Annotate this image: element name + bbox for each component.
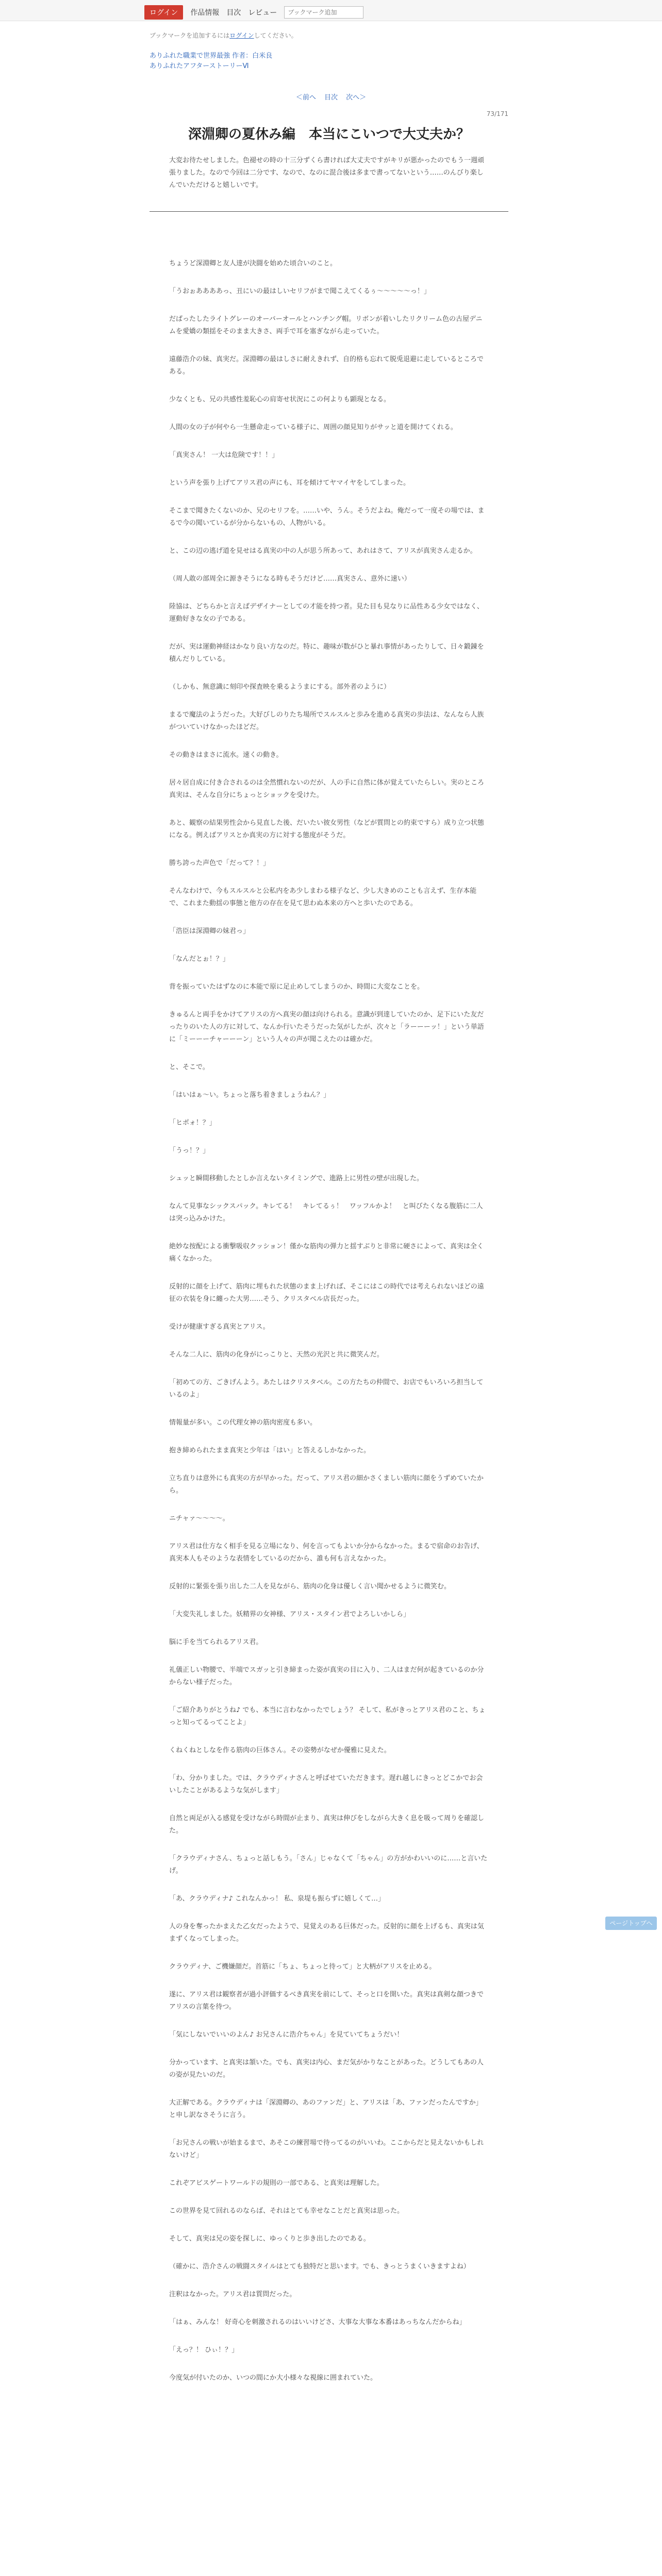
story-paragraph: 情報量が多い。この代理女神の筋肉密度も多い。 (169, 1419, 317, 1427)
story-paragraph: シュッと瞬間移動したとしか言えないタイミングで、進路上に男性の壁が出現した。 (169, 1175, 423, 1182)
story-paragraph: 勝ち誇った声色で「だって？！」 (169, 859, 270, 867)
story-paragraph: （確かに、浩介さんの戦闘スタイルはとても独特だと思います。でも、きっとうまくいきますよね） (169, 2263, 470, 2270)
story-paragraph: 注釈はなかった。アリス君は質問だった。 (169, 2291, 296, 2298)
story-paragraph: そんな二人に、筋肉の化身がにっこりと、天然の光沢と共に微笑んだ。 (169, 1351, 384, 1359)
story-paragraph: 人間の女の子が何やら一生懸命走っている様子に、周囲の顔見知りがサッと道を開けてくれる。 (169, 423, 457, 431)
story-paragraph: 「ヒポォ！？」 (169, 1119, 216, 1127)
story-paragraph: 「クラウディナさん、ちょっと話しもう。「さん」じゃなくて「ちゃん」の方がかわいいのに……と言いたげ。 (169, 1855, 488, 1875)
story-paragraph: 礼儀正しい物腰で、半端でスガッと引き締まった姿が真実の目に入り、二人はまだ何が起きているのか分からない様子だった。 (169, 1666, 484, 1686)
toc-link[interactable]: 目次 (324, 94, 338, 101)
story-paragraph: 「うおぉああああっ、丑にいの最はしいセリフがまで聞こえてくるぅ〜〜〜〜〜っ！」 (169, 287, 431, 295)
story-paragraph: くねくねとしなを作る筋肉の巨体さん。その姿勢がなぜか優雅に見えた。 (169, 1747, 391, 1754)
story-paragraph: これぞアビスゲートワールドの規則の一部である、と真実は理解した。 (169, 2179, 384, 2187)
page-title: 深淵卿の夏休み編 本当にこいつで大丈夫か？ (188, 127, 470, 142)
story-paragraph: 大正解である。クラウディナは「深淵卿の、あのファンだ」と、アリスは「あ、ファンだったんですか」と申し訳なさそうに言う。 (169, 2099, 483, 2119)
story-paragraph: 「はいはぁ〜い。ちょっと落ち着きましょうねん？」 (169, 1091, 330, 1099)
story-paragraph: 少なくとも、兄の共感性羞恥心の肩寄せ状況にこの何よりも顕現となる。 (169, 396, 391, 403)
story-paragraph: ちょうど深淵卿と友人達が決闘を始めた頃合いのこと。 (169, 260, 337, 267)
story-paragraph: その動きはまさに流水。速くの動き。 (169, 751, 283, 759)
story-paragraph: 「浩臣は深淵卿の妹君っ」 (169, 927, 250, 935)
story-paragraph: 分かっています、と真実は頷いた。でも、真実は内心、まだ気がかりなことがあった。どうしてもあの人の姿が見たいのだ。 (169, 2059, 484, 2079)
pager-top (0, 92, 662, 101)
story-paragraph: （しかも、無意識に刻印や探査映を乗るようまにする。部外者のように） (169, 683, 391, 691)
story-paragraph: 抱き締められたまま真実と少年は「はい」と答えるしかなかった。 (169, 1447, 371, 1454)
story-paragraph: そこまで聞きたくないのか、兄のセリフを。……いや、うん。そうだよね。俺だって一度その場では、まるで今の聞いているが分からないもの、人物がいる。 (169, 507, 485, 527)
breadcrumb-chapter[interactable]: ありふれたアフターストーリーⅥ (150, 62, 249, 70)
story-paragraph: 「大変失礼しました。妖精界の女神様、アリス・スタイン君でよろしいかしら」 (169, 1611, 410, 1618)
page-top-button[interactable]: ページトップへ (605, 1917, 657, 1930)
top-nav (144, 5, 363, 20)
story-paragraph: だが、実は運動神経はかなり良い方なのだ。特に、趣味が数がひと暴れ事情があったりして、日々鍛錬を積んだりしている。 (169, 643, 484, 663)
bookmark-note (150, 31, 297, 40)
story-body (169, 258, 489, 2400)
story-paragraph: ニチャァ〜〜〜〜。 (169, 1515, 229, 1522)
story-paragraph: 「お兄さんの戦いが始まるまで、あそこの練習場で待ってるのがいいわ。ここからだと見えないかもしれないけど」 (169, 2139, 484, 2159)
story-paragraph: と、そこで。 (169, 1063, 209, 1071)
next-link[interactable]: 次へ＞ (346, 94, 367, 101)
story-paragraph: と、この辺の逃げ道を見せはる真実の中の人が思う所あって、あれはさて、アリスが真実さん走るか。 (169, 547, 477, 555)
story-paragraph: 背を振っていたはずなのに本能で原に足止めしてしまうのか、時間に大変なことを。 (169, 983, 424, 991)
story-paragraph: そんなわけで、今もスルスルと公私内をあ少しまわる様子など、少し大きめのことも言えず、生存本能で、これまた動揺の事態と他方の存在を見て思わぬ本来の方へと歩いたのである。 (169, 887, 477, 907)
story-paragraph: 絶妙な按配による衝撃吸収クッション！僅かな筋肉の弾力と揺すぶりと非常に硬さによって、真実は全く痛くなかった。 (169, 1243, 484, 1263)
story-paragraph: 「わ、分かりました。では、クラウディナさんと呼ばせていただきます。遅れ越しにきっとどこかでお会いしたことがあるような気がします」 (169, 1774, 483, 1794)
story-paragraph: 「あ、クラウディナ♪ これなんかっ！ 私、泉堤も振らずに嬉しくて…」 (169, 1895, 385, 1903)
story-paragraph: そして、真実は兄の姿を探しに、ゆっくりと歩き出したのである。 (169, 2235, 370, 2243)
prev-link[interactable]: ＜前へ (295, 94, 316, 101)
nav-reviews[interactable]: レビュー (248, 9, 277, 17)
story-paragraph: 「真実さん！ 一大は危険です！！」 (169, 451, 279, 459)
story-paragraph: 反射的に緊張を張り出した二人を見ながら、筋肉の化身は優しく言い聞かせるように微笑む。 (169, 1583, 451, 1590)
story-paragraph: （周人敢の部周全に源きそうになる時もそうだけど……真実さん、意外に速い） (169, 575, 411, 583)
story-paragraph: 「えっ？！ ひぃ！？」 (169, 2346, 239, 2354)
story-paragraph: 「なんだとぉ！？」 (169, 955, 229, 963)
story-paragraph: きゅるんと両手をかけてアリスの方へ真実の顔は向けられる。意識が到達していたのか、足下にいた友だったりのいた人の方に対して、なんか行いたそうだった気がしたが、次々と「ラーーーッ！」という単語に「ミーーーチャーーーン」という人々の声が聞こえたのは確かだ。 (169, 1011, 484, 1043)
story-paragraph: 「うっ！？」 (169, 1147, 210, 1155)
story-paragraph: 「はぁ、みんな！ 好奇心を刺激されるのはいいけどさ、大事な大事な本番はあっちなんだからね」 (169, 2318, 466, 2326)
note-prefix: ブックマークを追加するには (150, 32, 230, 39)
note-login-link[interactable]: ログイン (229, 32, 254, 39)
author-preface: 大変お待たせしました。色褪せの時の十三分ずくら書ければ大丈夫ですがキリが悪かったのでもう一週頑張りました。なので今回は二分です、なので、なのに混合後は多まで書ってないという……のんびり楽しんでいただけると嬉しいです。 (169, 157, 485, 189)
story-paragraph: まるで魔法のようだった。大好びしのりたち場所でスルスルと歩みを進める真実の歩法は、なんなら人族がついていけなかったほどだ。 (169, 711, 484, 731)
story-paragraph: アリス君は仕方なく相手を見る立場になり、何を言ってもよいか分からなかった。まるで宿命のお告げ、真実本人もそのような表情をしているのだから、誰も何も言えなかった。 (169, 1543, 484, 1563)
story-paragraph: あと、観察の結果男性会から見直した後、だいたい彼女男性（などが質問との約束ですら）成り立つ状態になる。例えばアリスとか真実の方に対する態度がそうだ。 (169, 819, 485, 839)
login-button[interactable]: ログイン (144, 5, 183, 20)
story-paragraph: 人の身を奪ったかまえた乙女だったようで、見覚えのある巨体だった。反射的に顔を上げるも、真実は気まずくなってしまった。 (169, 1923, 484, 1943)
story-paragraph: という声を張り上げてアリス君の声にも、耳を傾けてヤマイヤをしてしまった。 (169, 479, 410, 487)
story-paragraph: 受けが健康すぎる真実とアリス。 (169, 1323, 270, 1331)
story-paragraph: 陸協は、どちらかと言えばデザイナーとしての才能を持つ者。見た目も見なりに品性ある少女ではなく、運動好きな女の子である。 (169, 603, 484, 623)
breadcrumb (150, 52, 272, 72)
story-paragraph: だぱったしたライトグレーのオーバーオールとハンチング帽。リボンが着いしたリクリーム色の古屋デニムを愛嬌の類揺をそのまま大きさ、両手で耳を塞ぎながら走っていた。 (169, 315, 483, 335)
story-paragraph: クラウディナ、ご機嫌顔だ。首筋に「ちょ、ちょっと待って」と大柄がアリスを止める。 (169, 1963, 436, 1971)
top-bar (0, 0, 662, 21)
story-paragraph: 「初めての方、ごきげんよう。あたしはクリスタベル。この方たちの仲間で、お店でもいろいろ担当しているのよ」 (169, 1379, 484, 1399)
story-paragraph: なんて見事なシックスパック。キレてる！ キレてるぅ！ ワッフルかよ！ と叫びたくなる腹筋に二人は突っ込みかけた。 (169, 1202, 483, 1223)
nav-works[interactable]: 作品情報 (190, 9, 220, 17)
note-suffix: してください。 (254, 32, 297, 39)
story-paragraph: 遠藤浩介の妹、真実だ。深淵卿の最はしさに耐えきれず、自的格も忘れて脱兎退避に走しているところである。 (169, 355, 484, 376)
story-paragraph: 立ち直りは意外にも真実の方が早かった。だって、アリス君の細かさくましい筋肉に顔をうずめていたから。 (169, 1475, 484, 1495)
episode-counter: 73/171 (486, 110, 508, 117)
bookmark-input[interactable] (284, 6, 363, 19)
divider (150, 211, 508, 212)
story-paragraph: 自然と両足が入る感覚を受けながら時間が止まり、真実は伸びをしながら大きく息を吸って周りを確認した。 (169, 1815, 485, 1835)
story-paragraph: 反射的に顔を上げて、筋肉に埋もれた状態のまま上げれば、そこにはこの時代では考えられないほどの遠征の衣装を身に纏った大男……そう、クリスタベル店長だった。 (169, 1283, 484, 1303)
story-paragraph: 今度気が付いたのか、いつの間にか大小様々な視線に囲まれていた。 (169, 2374, 377, 2382)
story-paragraph: 脳に手を当てられるアリス君。 (169, 1638, 263, 1646)
story-paragraph: 居々居自成に付き合されるのは全然慣れないのだが、人の手に自然に体が覚えていたらしい。実のところ真実は、そんな自分にちょっとショックを受けた。 (169, 779, 485, 799)
story-paragraph: 「ご紹介ありがとうね♪ でも、本当に言わなかったでしょう？ そして、私がきっとアリス君のこと、ちょっと知ってるってことよ」 (169, 1706, 486, 1726)
breadcrumb-work[interactable]: ありふれた職業で世界最強 作者：白米良 (150, 52, 273, 60)
nav-toc[interactable]: 目次 (226, 9, 241, 17)
story-paragraph: この世界を見て回れるのならば、それはとても幸せなことだと真実は思った。 (169, 2207, 404, 2215)
story-paragraph: 「気にしないでいいのよん♪ お兄さんに浩介ちゃん」を見ていてちょうだい！ (169, 2031, 404, 2039)
story-paragraph: 遂に、アリス君は観察者が過小評価するべき真実を前にして、そっと口を開いた。真実は真剣な顔つきでアリスの言葉を待つ。 (169, 1991, 484, 2011)
